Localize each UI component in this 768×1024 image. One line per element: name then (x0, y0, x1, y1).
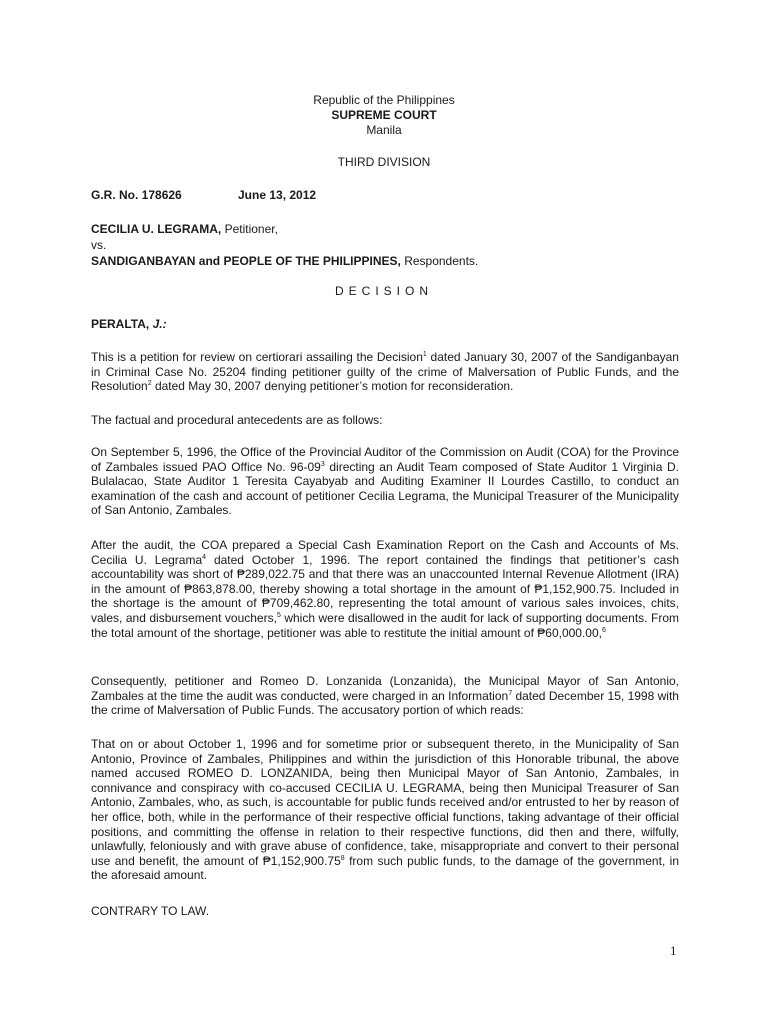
footnote-ref-2[interactable]: 2 (147, 380, 152, 388)
header-court: SUPREME COURT (331, 108, 437, 122)
respondent-role: Respondents. (404, 254, 479, 268)
gr-number: G.R. No. 178626 (91, 188, 182, 202)
footnote-ref-1[interactable]: 1 (422, 351, 427, 358)
court-header (0, 93, 768, 138)
p3-text-a: On September 5, 1996, the Office of the Provincial Auditor of the Commission on Audit (COA) for the Province of Zambales issued PAO Office No. 96-09 (91, 445, 679, 474)
respondent-line (91, 253, 691, 269)
footnote-ref-3[interactable]: 3 (320, 460, 325, 468)
page-number: 1 (670, 943, 677, 958)
footnote-ref-7[interactable]: 7 (508, 689, 513, 697)
petitioner-line (91, 221, 691, 237)
paragraph-4 (91, 538, 679, 640)
p1-text-b: dated January 30, 2007 of the Sandiganbayan in Criminal Case No. 25204 finding petitioner guilty of the crime of Malversation of Public Funds, and the Resolution (91, 350, 679, 394)
p6-text-b: from such public funds, to the damage of the government, in the aforesaid amount. (91, 853, 679, 883)
division-label: THIRD DIVISION (337, 155, 431, 169)
p1-text-c: dated May 30, 2007 denying petitioner’s motion for reconsideration. (151, 379, 514, 394)
p4-text-b: dated October 1, 1996. The report contained the findings that petitioner’s cash accountability was short of ₱289,022.75 and that there was an unaccounted Internal Revenue Allotment (IRA) in the amount of ₱863,878.00, thereby showing a total shortage in the amount of ₱1,152,900.75. Included in the shortage is the amount of ₱709,462.80, representing the total amount of various sales invoices, chits, vales, and disbursement vouchers, (91, 552, 679, 625)
petitioner-role: Petitioner, (224, 222, 278, 236)
footnote-ref-4[interactable]: 4 (202, 553, 207, 561)
paragraph-1 (91, 350, 679, 394)
decision-heading: DECISION (334, 284, 433, 298)
paragraph-6-information (91, 737, 679, 883)
p6-text-a: That on or about October 1, 1996 and for sometime prior or subsequent thereto, in the Municipality of San Antonio, Province of Zambales, Philippines and within the jurisdiction of this Honorable tribunal, the above named accused ROMEO D. LONZANIDA, being then Municipal Mayor of San Antonio, Zambales, in connivance and conspiracy with co-accused CECILIA U. LEGRAMA, being then Municipal Treasurer of San Antonio, Zambales, who, as such, is accountable for public funds received and/or entrusted to her by reason of her office, both, while in the performance of their respective official functions, taking advantage of their official positions, and committing the offense in relation to their respective functions, did then and there, wilfully, unlawfully, feloniously and with grave abuse of confidence, take, misappropriate and convert to their personal use and benefit, the amount of ₱1,152,900.75 (91, 737, 679, 868)
petitioner-name: CECILIA U. LEGRAMA, (91, 222, 222, 236)
case-date: June 13, 2012 (238, 188, 317, 202)
paragraph-7: CONTRARY TO LAW. (91, 904, 210, 918)
p4-text-c: which were disallowed in the audit for lack of supporting documents. From the total amount of the shortage, petitioner was able to restitute the initial amount of ₱60,000.00, (91, 610, 679, 640)
ponente-suffix: J.: (152, 317, 167, 331)
footnote-ref-5[interactable]: 5 (276, 611, 281, 619)
parties-block (91, 221, 691, 269)
ponente-name: PERALTA, (91, 317, 150, 331)
case-number-line (91, 188, 317, 203)
header-republic: Republic of the Philippines (313, 93, 455, 107)
p5-text-a: Consequently, petitioner and Romeo D. Lonzanida (Lonzanida), the Municipal Mayor of San Antonio, Zambales at the time the audit was conducted, were charged in an Information (91, 674, 679, 703)
p1-text-a: This is a petition for review on certiorari assailing the Decision (91, 350, 423, 364)
p4-text-a: After the audit, the COA prepared a Special Cash Examination Report on the Cash and Accounts of Ms. Cecilia U. Legrama (91, 538, 679, 567)
respondent-name: SANDIGANBAYAN and PEOPLE OF THE PHILIPPINES, (91, 254, 401, 268)
paragraph-5 (91, 674, 679, 718)
p5-text-b: dated December 15, 1998 with the crime of Malversation of Public Funds. The accusatory portion of which reads: (91, 688, 679, 718)
p3-text-b: directing an Audit Team composed of State Auditor 1 Virginia D. Bulalacao, State Auditor 1 Teresita Cayabyab and Auditing Examiner II Lourdes Castillo, to conduct an examination of the cash and account of petitioner Cecilia Legrama, the Municipal Treasurer of the Municipality of San Antonio, Zambales. (91, 459, 679, 518)
footnote-ref-6[interactable]: 6 (602, 626, 606, 634)
ponente (91, 317, 167, 332)
footnote-ref-8[interactable]: 8 (340, 854, 345, 862)
versus: vs. (91, 238, 107, 252)
paragraph-3 (91, 445, 679, 518)
paragraph-2: The factual and procedural antecedents are as follows: (91, 413, 383, 427)
header-city: Manila (366, 123, 402, 137)
